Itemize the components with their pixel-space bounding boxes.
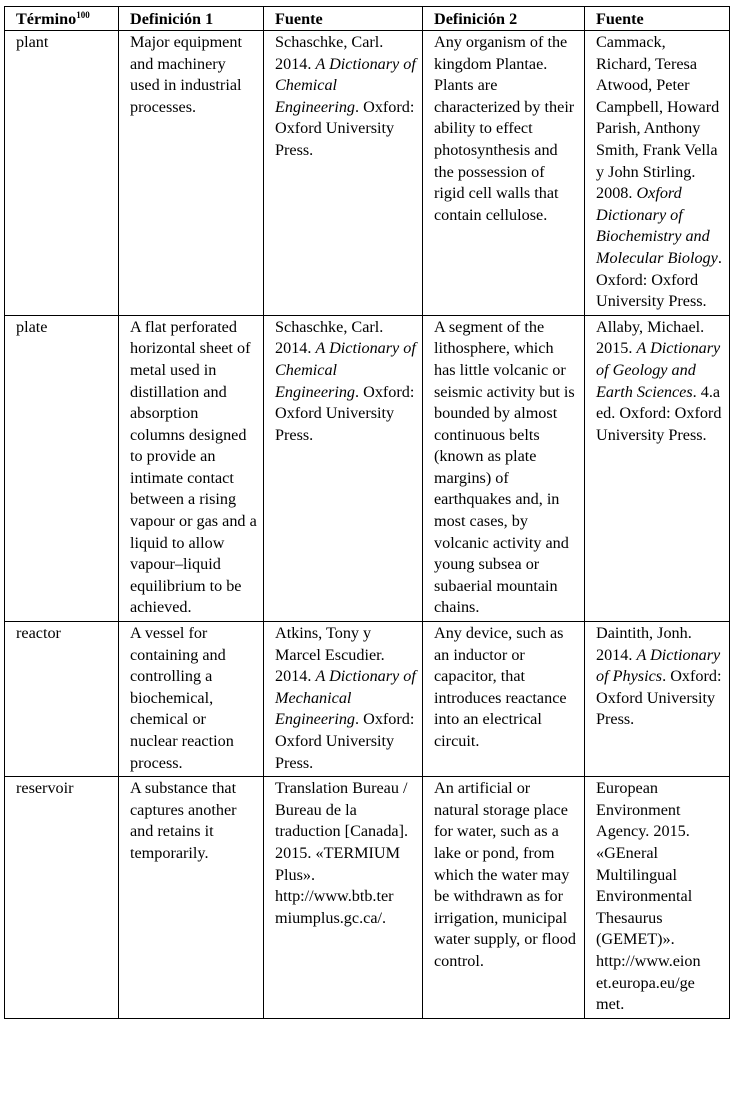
source-1-cell <box>264 622 423 777</box>
source-title: A Dictionary of Mechanical Engineering <box>275 667 416 729</box>
source-text: Atkins, Tony y Marcel Escudier. 2014. <box>275 624 385 686</box>
source-text: . Oxford: Oxford University Press. <box>275 710 415 772</box>
definition-1-cell: A substance that captures another and retains it temporarily. <box>119 777 264 1019</box>
source-2-cell <box>585 777 730 1019</box>
source-text: Schaschke, Carl. 2014. <box>275 317 384 358</box>
terminology-table <box>4 6 730 1019</box>
definition-2-cell: A segment of the lithosphere, which has little volcanic or seismic activity but is bounded by almost continuous belts (known as plate margins) of earthquakes and, in most cases, by volcanic activity and young subsea or subaerial mountain chains. <box>423 315 585 621</box>
definition-1-cell: Major equipment and machinery used in industrial processes. <box>119 31 264 316</box>
source-text: . Oxford: Oxford University Press. <box>596 667 722 729</box>
source-title: Oxford Dictionary of Biochemistry and Molecular Biology <box>596 184 718 267</box>
source-text: Cammack, Richard, Teresa Atwood, Peter Campbell, Howard Parish, Anthony Smith, Frank Vella y John Stirling. 2008. <box>596 33 720 203</box>
term-cell: reservoir <box>5 777 119 1019</box>
table-row <box>5 315 730 621</box>
header-row <box>5 7 730 31</box>
source-title: A Dictionary of Physics <box>596 645 721 686</box>
source-text: . Oxford: Oxford University Press. <box>275 382 415 444</box>
term-cell: plant <box>5 31 119 316</box>
source-title: A Dictionary of Geology and Earth Sciences <box>596 339 721 401</box>
table-row <box>5 31 730 316</box>
header-definition-2: Definición 2 <box>423 7 585 31</box>
term-cell: reactor <box>5 622 119 777</box>
source-1-cell <box>264 777 423 1019</box>
source-text: Daintith, Jonh. 2014. <box>596 624 692 664</box>
definition-2-cell: Any organism of the kingdom Plantae. Plants are characterized by their ability to effect photosynthesis and the possession of rigid cell walls that contain cellulose. <box>423 31 585 316</box>
source-2-cell <box>585 315 730 621</box>
source-text: European Environment Agency. 2015. «GEneral Multilingual Environmental Thesaurus (GEMET)». http://www.eion et.europa.eu/ge met. <box>596 779 701 1014</box>
source-title: A Dictionary of Chemical Engineering <box>275 339 416 401</box>
source-1-cell <box>264 315 423 621</box>
source-text: Schaschke, Carl. 2014. <box>275 33 384 73</box>
header-source-1: Fuente <box>264 7 423 31</box>
source-text: . Oxford: Oxford University Press. <box>596 248 722 311</box>
definition-2-cell: Any device, such as an inductor or capacitor, that introduces reactance into an electrical circuit. <box>423 622 585 777</box>
term-cell: plate <box>5 315 119 621</box>
table-row <box>5 622 730 777</box>
definition-1-cell: A vessel for containing and controlling a biochemical, chemical or nuclear reaction process. <box>119 622 264 777</box>
definition-1-cell: A flat perforated horizontal sheet of metal used in distillation and absorption columns designed to provide an intimate contact between a rising vapour or gas and a liquid to allow vapour–liquid equilibrium to be achieved. <box>119 315 264 621</box>
source-text: . Oxford: Oxford University Press. <box>275 97 415 159</box>
source-text: Translation Bureau / Bureau de la traduction [Canada]. 2015. «TERMIUM Plus». http://www.btb.ter miumplus.gc.ca/. <box>275 779 409 927</box>
table-row <box>5 777 730 1019</box>
source-2-cell <box>585 31 730 316</box>
header-source-2: Fuente <box>585 7 730 31</box>
source-2-cell <box>585 622 730 777</box>
source-text: Allaby, Michael. 2015. <box>596 317 705 358</box>
header-definition-1: Definición 1 <box>119 7 264 31</box>
header-term <box>5 7 119 31</box>
definition-2-cell: An artificial or natural storage place for water, such as a lake or pond, from which the water may be withdrawn as for irrigation, municipal water supply, or flood control. <box>423 777 585 1019</box>
source-title: A Dictionary of Chemical Engineering <box>275 54 416 116</box>
term-footnote-marker: 100 <box>76 10 90 20</box>
header-term-label: Término <box>16 10 77 28</box>
source-1-cell <box>264 31 423 316</box>
source-text: . 4.a ed. Oxford: Oxford University Press. <box>596 382 722 444</box>
